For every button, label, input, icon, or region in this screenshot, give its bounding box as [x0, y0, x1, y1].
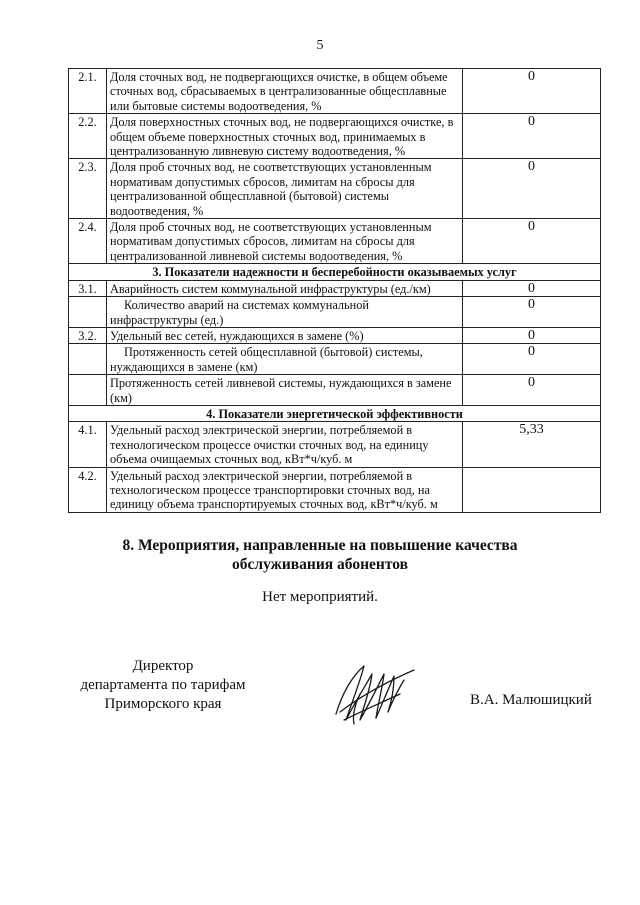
- row-value: 0: [463, 114, 601, 159]
- table-row: [69, 159, 601, 219]
- row-description: Доля проб сточных вод, не соответствующих установленным нормативам допустимых сбросов, лимитам на сбросы для централизованной ливневой системы водоотведения, %: [107, 219, 463, 264]
- row-number: 2.4.: [69, 219, 107, 264]
- row-description: Удельный расход электрической энергии, потребляемой в технологическом процессе транспортировки сточных вод, на единицу объема транспортируемых сточных вод, кВт*ч/куб. м: [107, 467, 463, 512]
- table-section-row: [69, 264, 601, 280]
- director-position-line-3: Приморского края: [104, 696, 222, 712]
- row-value: 0: [463, 375, 601, 406]
- row-number: 3.2.: [69, 327, 107, 343]
- table-section-row: [69, 405, 601, 421]
- handwritten-signature: [330, 654, 420, 734]
- row-value: 0: [463, 327, 601, 343]
- row-description: Удельный вес сетей, нуждающихся в замене (%): [107, 327, 463, 343]
- table-row: [69, 375, 601, 406]
- row-number: 4.1.: [69, 422, 107, 467]
- row-value: 0: [463, 69, 601, 114]
- table-row: [69, 114, 601, 159]
- row-number: [69, 344, 107, 375]
- row-number: 2.2.: [69, 114, 107, 159]
- row-value: 5,33: [463, 422, 601, 467]
- section-8-title-line-2: обслуживания абонентов: [232, 556, 408, 573]
- row-description: Удельный расход электрической энергии, потребляемой в технологическом процессе очистки сточных вод, на единицу объема очищаемых сточных вод, кВт*ч/куб. м: [107, 422, 463, 467]
- section-8-heading: [0, 536, 640, 574]
- table-row: [69, 69, 601, 114]
- signer-name: В.А. Малюшицкий: [470, 692, 592, 708]
- director-position: [58, 657, 268, 714]
- row-value: 0: [463, 159, 601, 219]
- table-row: [69, 297, 601, 328]
- row-number: 3.1.: [69, 280, 107, 296]
- table-row: [69, 344, 601, 375]
- indicators-table-body: [69, 69, 601, 513]
- table-row: [69, 280, 601, 296]
- row-number: 2.1.: [69, 69, 107, 114]
- table-row: [69, 219, 601, 264]
- director-position-line-1: Директор: [132, 658, 194, 674]
- row-description: Протяженность сетей общесплавной (бытовой) системы, нуждающихся в замене (км): [107, 344, 463, 375]
- table-row: [69, 467, 601, 512]
- row-number: [69, 375, 107, 406]
- row-description: Доля поверхностных сточных вод, не подвергающихся очистке, в общем объеме поверхностных сточных вод, принимаемых в централизованную ливневую систему водоотведения, %: [107, 114, 463, 159]
- table-section-title: 4. Показатели энергетической эффективности: [69, 405, 601, 421]
- row-number: [69, 297, 107, 328]
- row-description: Доля сточных вод, не подвергающихся очистке, в общем объеме сточных вод, сбрасываемых в централизованные общесплавные или бытовые системы водоотведения, %: [107, 69, 463, 114]
- table-section-title: 3. Показатели надежности и бесперебойности оказываемых услуг: [69, 264, 601, 280]
- row-value: 0: [463, 344, 601, 375]
- row-description: Протяженность сетей ливневой системы, нуждающихся в замене (км): [107, 375, 463, 406]
- row-number: 4.2.: [69, 467, 107, 512]
- row-value: 0: [463, 297, 601, 328]
- section-8-title-line-1: 8. Мероприятия, направленные на повышение качества: [122, 537, 518, 554]
- page-number: 5: [316, 38, 324, 53]
- no-measures-text: Нет мероприятий.: [262, 589, 378, 605]
- row-value: 0: [463, 280, 601, 296]
- row-number: 2.3.: [69, 159, 107, 219]
- row-description: Количество аварий на системах коммунальной инфраструктуры (ед.): [107, 297, 463, 328]
- row-description: Доля проб сточных вод, не соответствующих установленным нормативам допустимых сбросов, лимитам на сбросы для централизованной общесплавной (бытовой) системы водоотведения, %: [107, 159, 463, 219]
- indicators-table: [68, 68, 601, 513]
- row-value: [463, 467, 601, 512]
- table-row: [69, 327, 601, 343]
- table-row: [69, 422, 601, 467]
- director-position-line-2: департамента по тарифам: [80, 677, 246, 693]
- row-description: Аварийность систем коммунальной инфраструктуры (ед./км): [107, 280, 463, 296]
- row-value: 0: [463, 219, 601, 264]
